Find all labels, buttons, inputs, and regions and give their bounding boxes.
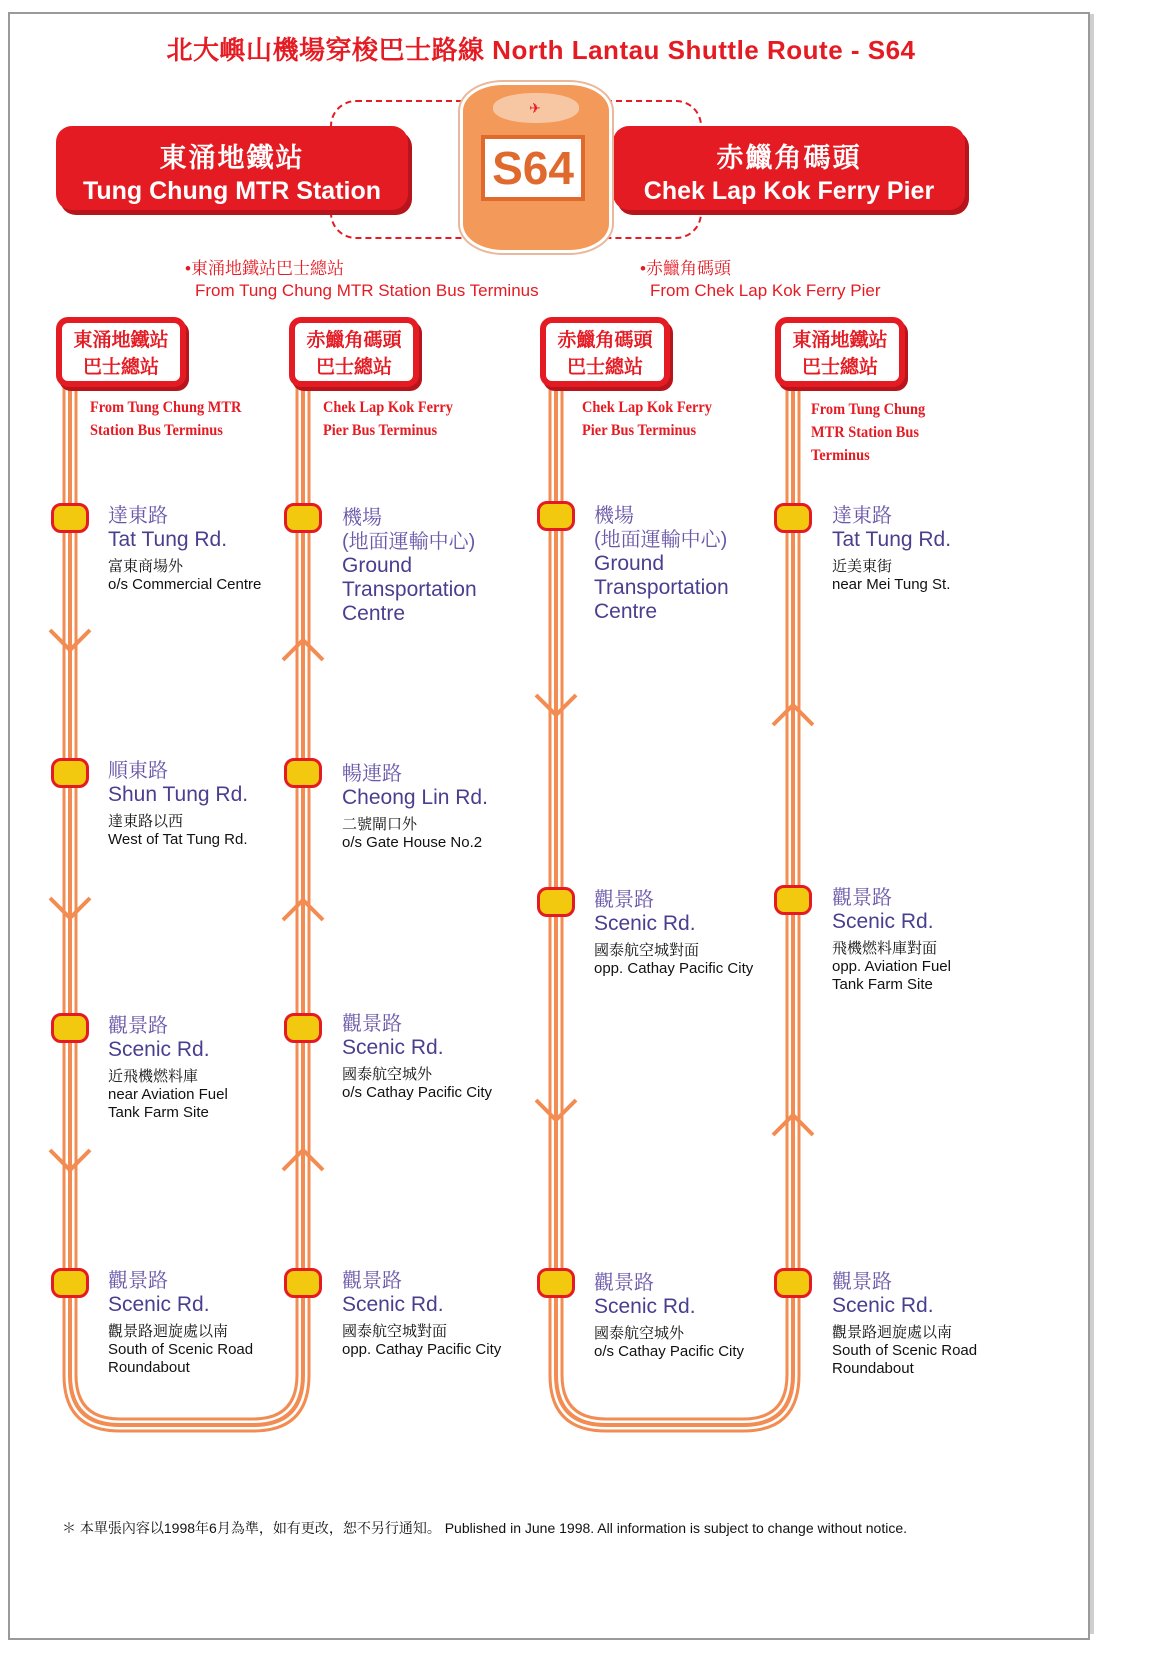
- stop-marker: [537, 1268, 575, 1298]
- stop-sub-zh: 國泰航空城外: [594, 1325, 685, 1342]
- terminal-col2-desc-line1: Chek Lap Kok Ferry: [323, 399, 454, 416]
- stop-en: Shun Tung Rd.: [108, 783, 249, 806]
- endpoint-right-en: Chek Lap Kok Ferry Pier: [643, 177, 935, 205]
- stop-zh: 達東路: [832, 505, 892, 527]
- stop-marker: [51, 1013, 89, 1043]
- stop-marker: [284, 503, 322, 533]
- terminal-col1: [56, 317, 186, 387]
- terminal-col2-line2: 巴士總站: [315, 357, 392, 378]
- terminal-col1-line2: 巴士總站: [82, 357, 159, 378]
- stop-en: Tat Tung Rd.: [832, 528, 952, 551]
- stop-sub-en-2: Roundabout: [108, 1359, 190, 1376]
- terminal-col3: [540, 317, 670, 387]
- stop-en: Scenic Rd.: [342, 1036, 444, 1059]
- stop-marker: [284, 1013, 322, 1043]
- stop-en-3: Centre: [594, 600, 658, 623]
- stop-col4-3: [832, 1270, 1165, 1378]
- stop-sub-en: South of Scenic Road: [832, 1342, 978, 1359]
- terminal-col2-line1: 赤鱲角碼頭: [306, 330, 402, 351]
- stop-sub-en: o/s Gate House No.2: [342, 834, 483, 851]
- stop-sub-zh: 近飛機燃料庫: [108, 1068, 199, 1085]
- stop-en: Ground: [594, 552, 665, 575]
- stop-en: Scenic Rd.: [832, 1294, 934, 1317]
- terminal-col3-desc-line2: Pier Bus Terminus: [582, 422, 697, 439]
- stop-sub-en-2: Roundabout: [832, 1360, 914, 1377]
- stop-sub-en: West of Tat Tung Rd.: [108, 831, 248, 848]
- stop-sub-en: near Aviation Fuel: [108, 1086, 228, 1103]
- stop-col4-1: [832, 504, 1165, 594]
- stop-marker: [284, 1268, 322, 1298]
- page-title: 北大嶼山機場穿梭巴士路線 North Lantau Shuttle Route - S64: [166, 35, 916, 65]
- stop-sub-zh: 飛機燃料庫對面: [832, 940, 938, 957]
- terminal-col3-desc-line1: Chek Lap Kok Ferry: [582, 399, 713, 416]
- stop-en: Scenic Rd.: [108, 1293, 210, 1316]
- stop-sub-en: opp. Cathay Pacific City: [342, 1341, 502, 1358]
- stop-en: Scenic Rd.: [832, 910, 934, 933]
- stop-sub-en: o/s Commercial Centre: [108, 576, 262, 593]
- stop-zh: 觀景路: [342, 1270, 402, 1292]
- stop-zh: 觀景路: [832, 1271, 892, 1293]
- terminal-col4: [775, 317, 905, 387]
- endpoint-right-zh: 赤鱲角碼頭: [716, 143, 862, 173]
- stop-zh: 機場: [594, 505, 634, 527]
- stop-col2-2: [342, 762, 682, 852]
- origin-right-en: From Chek Lap Kok Ferry Pier: [650, 281, 881, 300]
- stop-zh: 觀景路: [832, 887, 892, 909]
- stop-sub-zh: 國泰航空城外: [342, 1066, 433, 1083]
- terminal-col4-desc-line1: From Tung Chung: [811, 401, 926, 418]
- stop-zh: 觀景路: [594, 889, 654, 911]
- stop-zh: 達東路: [108, 505, 168, 527]
- stop-zh: 順東路: [108, 760, 168, 782]
- airline-logo-icon: ✈: [529, 100, 541, 116]
- stop-sub-zh: 觀景路迴旋處以南: [108, 1323, 229, 1340]
- stop-sub-zh: 國泰航空城對面: [594, 942, 700, 959]
- terminal-col1-line1: 東涌地鐵站: [73, 330, 169, 351]
- stop-sub-en: opp. Aviation Fuel: [832, 958, 951, 975]
- stop-col2-3: [342, 1012, 682, 1102]
- terminal-col1-desc: [90, 396, 241, 442]
- stop-zh: 觀景路: [594, 1272, 654, 1294]
- stop-marker: [284, 758, 322, 788]
- stop-marker: [537, 887, 575, 917]
- terminal-col3-line2: 巴士總站: [566, 357, 643, 378]
- terminal-col1-desc-line1: From Tung Chung MTR: [90, 399, 242, 416]
- endpoint-left-zh: 東涌地鐵站: [159, 143, 305, 173]
- stop-sub-zh: 達東路以西: [108, 813, 184, 830]
- stop-marker: [537, 501, 575, 531]
- stop-en: Scenic Rd.: [594, 1295, 696, 1318]
- origin-left-zh: •東涌地鐵站巴士總站: [185, 259, 344, 278]
- terminal-col1-desc-line2: Station Bus Terminus: [90, 422, 223, 439]
- terminal-col4-line2: 巴士總站: [801, 357, 878, 378]
- stop-marker: [51, 503, 89, 533]
- stop-sub-zh: 富東商場外: [108, 558, 184, 575]
- stop-sub-en-2: Tank Farm Site: [108, 1104, 209, 1121]
- stop-en: Ground: [342, 554, 413, 577]
- stop-sub-en: South of Scenic Road: [108, 1341, 254, 1358]
- terminal-col2: [289, 317, 419, 387]
- stop-sub-en: o/s Cathay Pacific City: [342, 1084, 493, 1101]
- endpoint-left-en: Tung Chung MTR Station: [82, 177, 382, 205]
- stop-en: Cheong Lin Rd.: [342, 786, 488, 809]
- stop-en: Scenic Rd.: [108, 1038, 210, 1061]
- terminal-col4-line1: 東涌地鐵站: [792, 330, 888, 351]
- stop-zh: 觀景路: [342, 1013, 402, 1035]
- stop-en: Scenic Rd.: [594, 912, 696, 935]
- stop-marker: [51, 758, 89, 788]
- stop-sub-zh: 觀景路迴旋處以南: [832, 1324, 953, 1341]
- stop-marker: [51, 1268, 89, 1298]
- stop-marker: [774, 885, 812, 915]
- origin-right-zh: •赤鱲角碼頭: [640, 259, 731, 278]
- stop-en-2: Transportation: [342, 578, 477, 601]
- stop-sub-en: opp. Cathay Pacific City: [594, 960, 754, 977]
- stop-marker: [774, 1268, 812, 1298]
- terminal-col2-desc-line2: Pier Bus Terminus: [323, 422, 438, 439]
- stop-en: Scenic Rd.: [342, 1293, 444, 1316]
- stop-sub-en: near Mei Tung St.: [832, 576, 951, 593]
- stop-sub-zh: 近美東街: [832, 558, 893, 575]
- stop-sub-en-2: Tank Farm Site: [832, 976, 933, 993]
- stop-col4-2: [832, 886, 1165, 994]
- stop-zh: 機場: [342, 507, 382, 529]
- origin-left-en: From Tung Chung MTR Station Bus Terminus: [195, 281, 539, 300]
- terminal-col4-desc: [811, 398, 925, 467]
- stop-sub-en: o/s Cathay Pacific City: [594, 1343, 745, 1360]
- stop-en-2: Transportation: [594, 576, 729, 599]
- terminal-col3-desc: [582, 396, 712, 442]
- stop-marker: [774, 503, 812, 533]
- terminal-col2-desc: [323, 396, 453, 442]
- stop-en-3: Centre: [342, 602, 406, 625]
- footer-note: ＊ 本單張內容以1998年6月為準，如有更改，恕不另行通知。 Published in June 1998. All information is subject to change without notice.: [62, 1520, 907, 1536]
- stop-zh: 觀景路: [108, 1270, 168, 1292]
- stop-zh-2: (地面運輸中心): [594, 529, 728, 551]
- stop-en: Tat Tung Rd.: [108, 528, 228, 551]
- stop-zh: 觀景路: [108, 1015, 168, 1037]
- terminal-col4-desc-line3: Terminus: [811, 447, 870, 464]
- stop-zh: 暢連路: [342, 763, 402, 785]
- stop-sub-zh: 二號閘口外: [342, 816, 418, 833]
- stop-zh-2: (地面運輸中心): [342, 531, 476, 553]
- terminal-col3-line1: 赤鱲角碼頭: [557, 330, 653, 351]
- terminal-col4-desc-line2: MTR Station Bus: [811, 424, 920, 441]
- route-number: S64: [481, 135, 585, 201]
- stop-sub-zh: 國泰航空城對面: [342, 1323, 448, 1340]
